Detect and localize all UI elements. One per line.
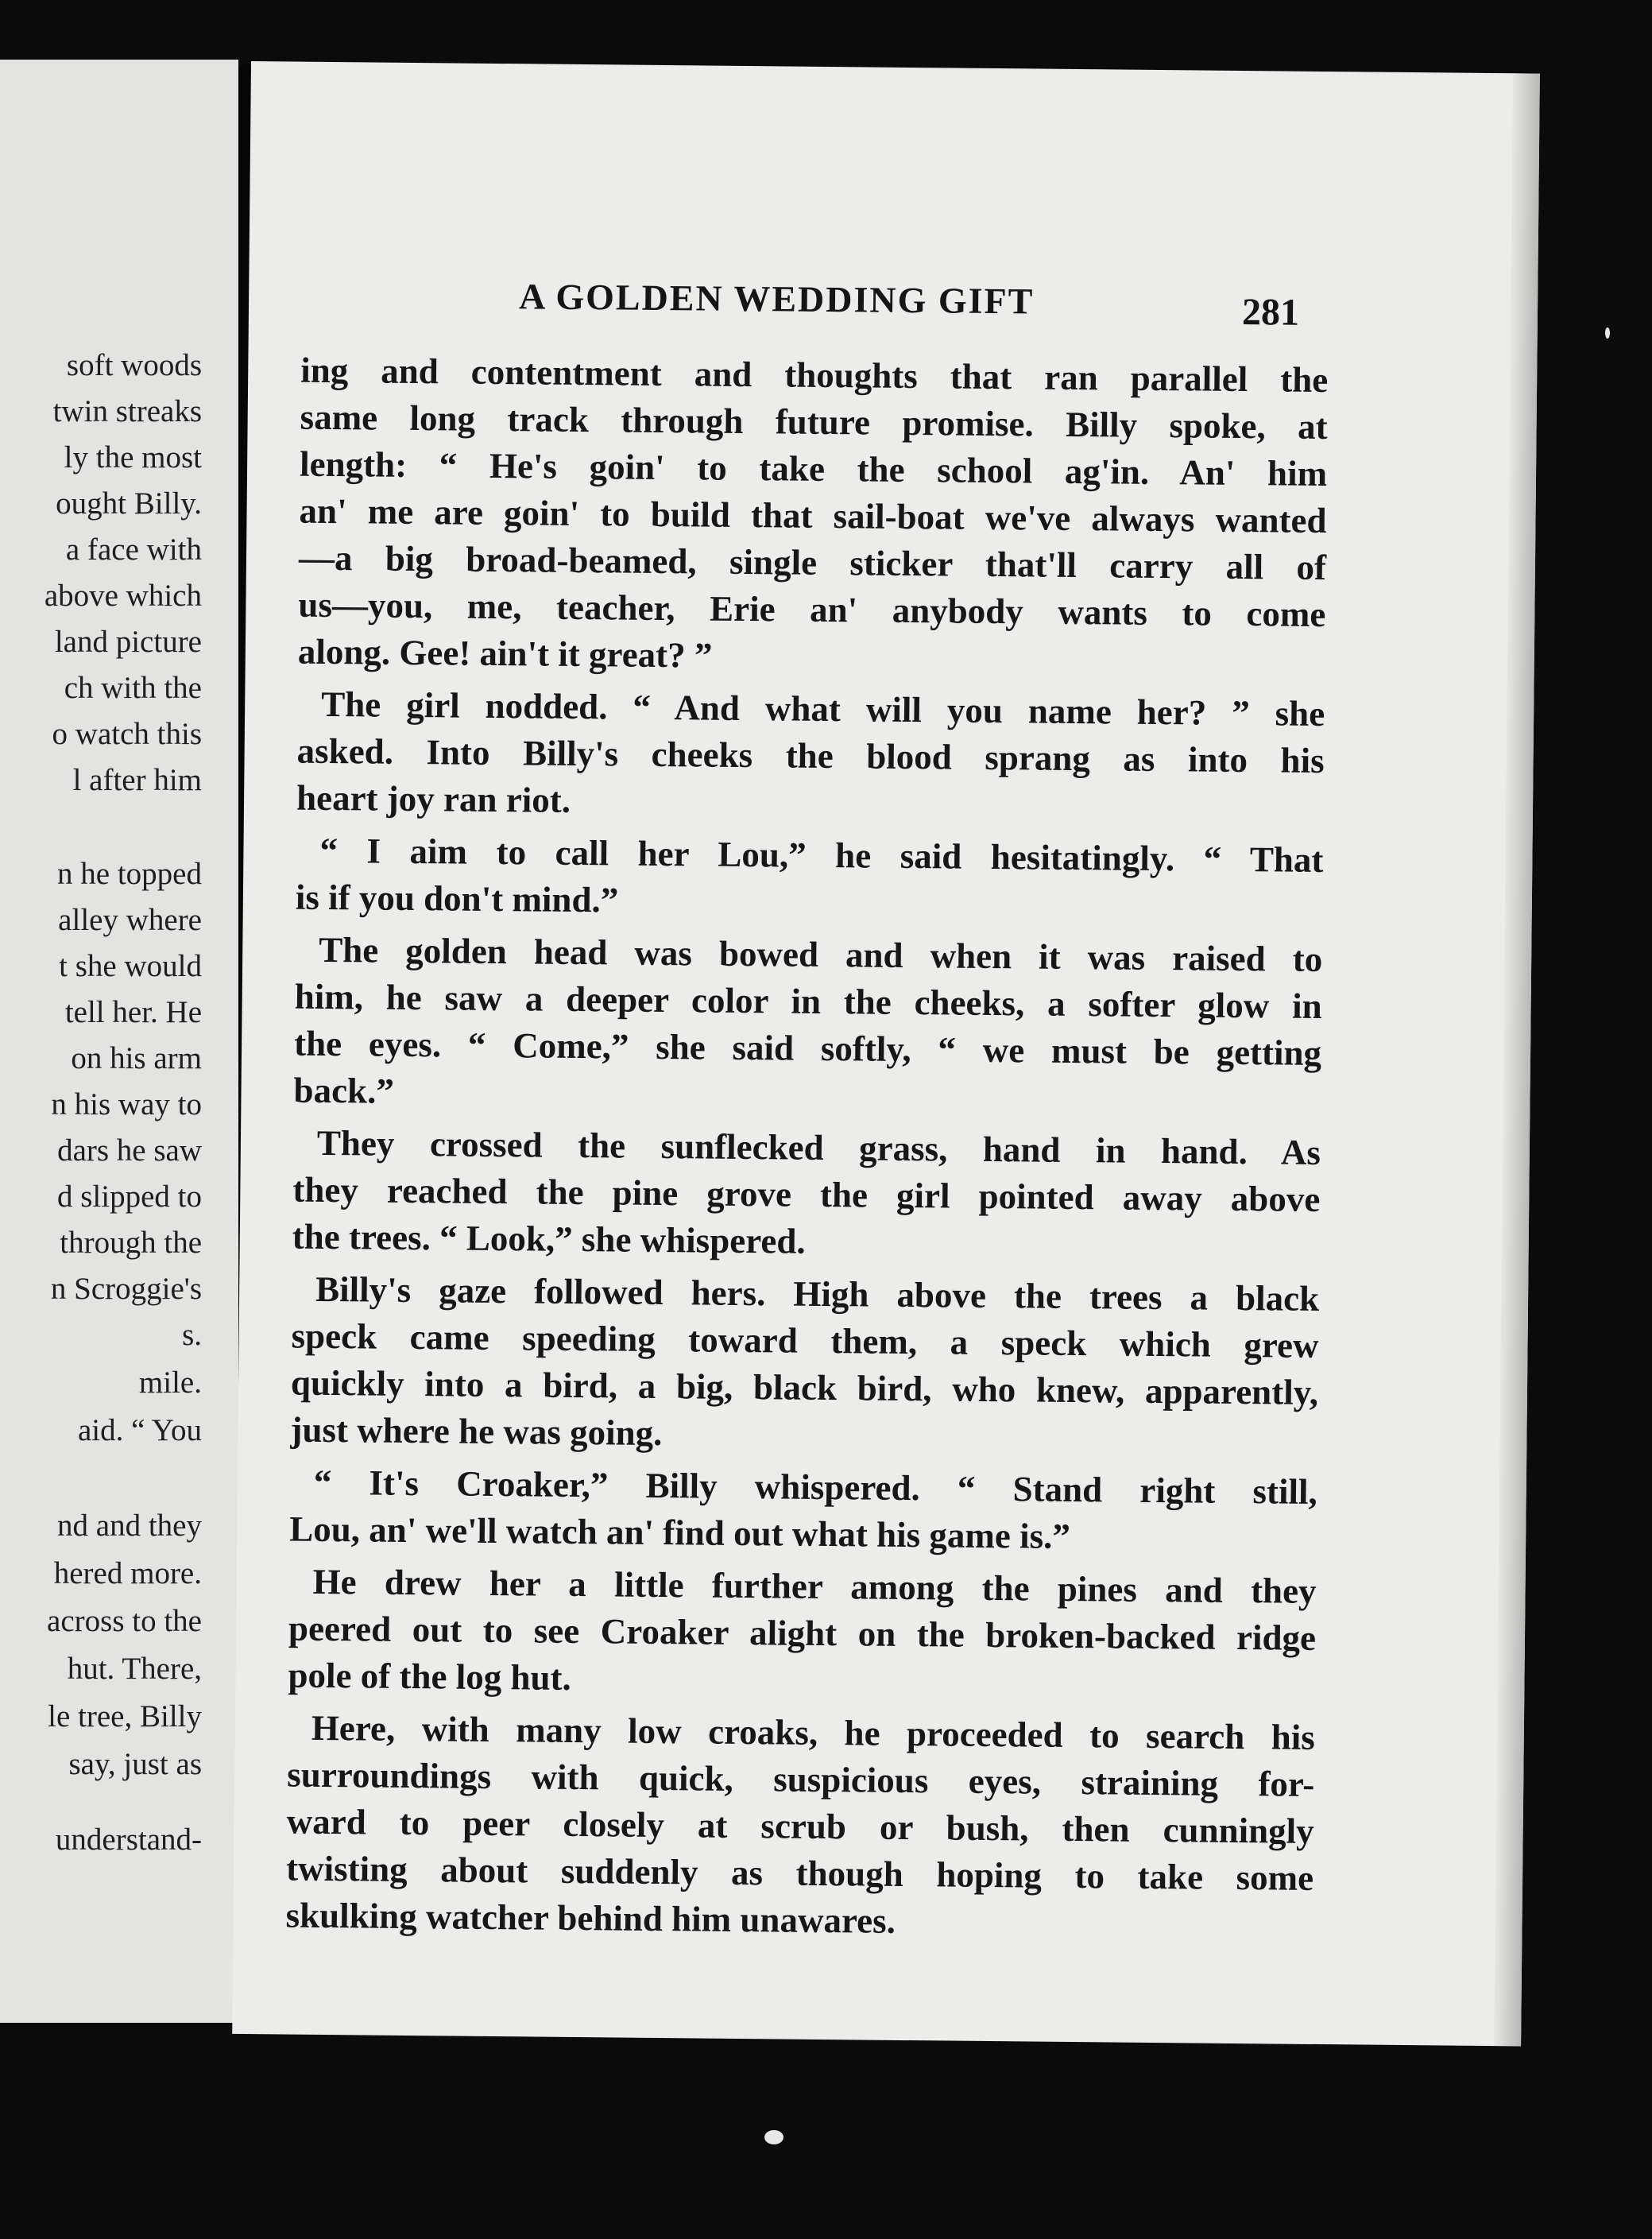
left-line: ch with the: [64, 671, 202, 705]
left-line: t she would: [59, 949, 202, 983]
left-line: d slipped to: [57, 1180, 202, 1214]
body-line: twisting about suddenly as though hoping to take some: [285, 1848, 1314, 1898]
body-line: us—you, me, teacher, Erie an' anybody wants to come: [298, 584, 1326, 635]
left-line: on his arm: [71, 1041, 202, 1075]
body-line: Lou, an' we'll watch an' find out what his game is.”: [289, 1509, 1071, 1556]
left-line: mile.: [138, 1365, 202, 1400]
body-line: —a big broad-beamed, single sticker that'll carry all of: [298, 537, 1327, 588]
left-line: dars he saw: [57, 1133, 202, 1168]
body-line: Here, with many low croaks, he proceeded to search his: [311, 1707, 1316, 1757]
body-line: ing and contentment and thoughts that ran parallel the: [300, 350, 1329, 401]
left-line: through the: [60, 1226, 202, 1260]
left-line: land picture: [54, 625, 202, 659]
body-line: they reached the pine grove the girl pointed away above: [292, 1169, 1321, 1219]
left-line: n Scroggie's: [50, 1272, 202, 1306]
left-line: hered more.: [53, 1556, 202, 1590]
left-line: a face with: [65, 533, 202, 567]
dust-speck: [764, 2130, 783, 2144]
body-line: surroundings with quick, suspicious eyes, straining for-: [287, 1754, 1315, 1804]
left-line: alley where: [58, 903, 202, 937]
left-line: ought Billy.: [56, 486, 202, 521]
body-line: heart joy ran riot.: [296, 777, 571, 820]
body-line: They crossed the sunflecked grass, hand in hand. As: [316, 1122, 1321, 1172]
left-line: s.: [182, 1318, 202, 1352]
body-line: asked. Into Billy's cheeks the blood sprang as into his: [296, 730, 1325, 781]
page-number: 281: [1241, 290, 1300, 334]
body-line: quickly into a bird, a big, black bird, who knew, apparently,: [290, 1362, 1319, 1412]
left-line: above which: [44, 579, 202, 613]
left-line: ly the most: [64, 440, 202, 475]
left-line: soft woods: [66, 348, 202, 382]
body-line: just where he was going.: [290, 1409, 663, 1454]
left-line: o watch this: [52, 717, 202, 751]
left-line: understand-: [55, 1823, 202, 1857]
body-line: same long track through future promise. Billy spoke, at: [300, 397, 1328, 447]
right-page: [232, 61, 1540, 2046]
body-line: back.”: [293, 1070, 395, 1111]
body-line: him, he saw a deeper color in the cheeks, a softer glow in: [294, 976, 1322, 1026]
left-line: tell her. He: [64, 995, 202, 1029]
body-line: “ It's Croaker,” Billy whispered. “ Stand right still,: [313, 1462, 1318, 1512]
body-line: the trees. “ Look,” she whispered.: [292, 1216, 806, 1261]
left-line: n his way to: [51, 1087, 202, 1121]
left-line: across to the: [47, 1604, 202, 1638]
body-line: an' me are goin' to build that sail-boat we've always wanted: [299, 490, 1327, 541]
left-line: hut. There,: [67, 1652, 202, 1686]
left-line: twin streaks: [52, 394, 202, 428]
body-line: speck came speeding toward them, a speck which grew: [291, 1315, 1319, 1365]
body-line: the eyes. “ Come,” she said softly, “ we must be getting: [293, 1023, 1322, 1073]
running-head: A GOLDEN WEDDING GIFT: [518, 276, 1035, 322]
page-edge-shadow: [1494, 73, 1540, 2046]
left-line: l after him: [72, 763, 202, 797]
left-line: le tree, Billy: [48, 1699, 202, 1733]
body-line: Billy's gaze followed hers. High above the trees a black: [315, 1269, 1320, 1319]
left-page-fragment: [0, 60, 238, 2023]
body-line: He drew her a little further among the pines and they: [312, 1561, 1317, 1611]
body-line: pole of the log hut.: [288, 1655, 571, 1698]
dust-speck: [1605, 327, 1610, 339]
left-line: say, just as: [68, 1747, 202, 1781]
body-line: length: “ He's goin' to take the school ag'in. An' him: [299, 444, 1328, 494]
body-line: peered out to see Croaker alight on the broken-backed ridge: [288, 1608, 1317, 1658]
body-line: “ I aim to call her Lou,” he said hesitatingly. “ That: [319, 830, 1324, 880]
body-line: skulking watcher behind him unawares.: [285, 1895, 896, 1941]
left-line: n he topped: [57, 857, 202, 891]
body-line: ward to peer closely at scrub or bush, then cunningly: [286, 1801, 1314, 1851]
left-line: aid. “ You: [77, 1413, 202, 1447]
left-line: nd and they: [57, 1509, 202, 1543]
body-line: The golden head was bowed and when it was raised to: [319, 929, 1323, 979]
body-line: is if you don't mind.”: [295, 877, 619, 920]
body-line: The girl nodded. “ And what will you name her? ” she: [320, 684, 1325, 734]
body-line: along. Gee! ain't it great? ”: [297, 631, 713, 676]
